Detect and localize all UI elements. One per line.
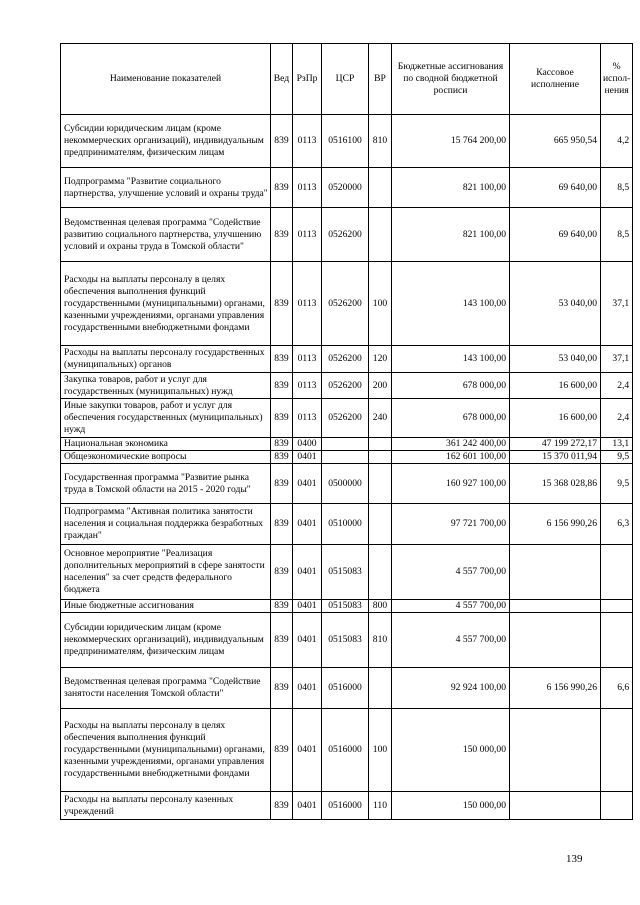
cell-budget: 143 100,00 [392,346,510,373]
cell-cash: 69 640,00 [510,208,601,262]
cell-cash: 16 600,00 [510,373,601,399]
cell-ved: 839 [271,613,293,668]
cell-name: Субсидии юридическим лицам (кроме некоммерческих организаций), индивидуальным предпринимателям, физическим лицам [61,613,271,668]
table-row [61,451,633,464]
cell-budget: 361 242 400,00 [392,438,510,451]
cell-pct [601,792,633,820]
cell-cash [510,792,601,820]
cell-name: Расходы на выплаты персоналу в целях обеспечения выполнения функций государственными (муниципальными) органами, казенными учреждениями, органами управления государственными внебюджетными фондами [61,262,271,346]
header-cash: Кассовое исполнение [510,44,601,115]
cell-ved: 839 [271,399,293,438]
cell-name: Национальная экономика [61,438,271,451]
table-row [61,668,633,709]
cell-budget: 4 557 700,00 [392,613,510,668]
cell-csr [322,451,369,464]
cell-rzpr: 0400 [293,438,322,451]
cell-pct: 9,5 [601,464,633,504]
table-row [61,115,633,168]
cell-csr: 0516000 [322,792,369,820]
cell-budget: 160 927 100,00 [392,464,510,504]
cell-name: Расходы на выплаты персоналу в целях обеспечения выполнения функций государственными (муниципальными) органами, казенными учреждениями, органами управления государственными внебюджетными фондами [61,709,271,792]
table-row [61,262,633,346]
cell-cash: 6 156 990,26 [510,504,601,545]
cell-ved: 839 [271,464,293,504]
header-budget: Бюджетные ассигнования по сводной бюджетной росписи [392,44,510,115]
cell-ved: 839 [271,115,293,168]
cell-csr: 0520000 [322,168,369,208]
table-row [61,613,633,668]
cell-pct [601,613,633,668]
cell-budget: 143 100,00 [392,262,510,346]
cell-pct: 13,1 [601,438,633,451]
cell-pct: 6,3 [601,504,633,545]
header-pct: % испол-нения [601,44,633,115]
cell-cash [510,613,601,668]
cell-name: Иные бюджетные ассигнования [61,600,271,613]
cell-name: Основное мероприятие "Реализация дополнительных мероприятий в сфере занятости населения" за счет средств федерального бюджета [61,545,271,600]
cell-rzpr: 0401 [293,792,322,820]
cell-ved: 839 [271,545,293,600]
cell-budget: 678 000,00 [392,373,510,399]
cell-rzpr: 0113 [293,373,322,399]
cell-vr [369,464,392,504]
cell-rzpr: 0401 [293,668,322,709]
cell-rzpr: 0113 [293,115,322,168]
table-row [61,600,633,613]
table-row [61,792,633,820]
cell-budget: 150 000,00 [392,792,510,820]
cell-csr: 0515083 [322,613,369,668]
cell-cash: 6 156 990,26 [510,668,601,709]
cell-csr: 0526200 [322,346,369,373]
cell-vr [369,208,392,262]
cell-rzpr: 0113 [293,346,322,373]
cell-name: Ведомственная целевая программа "Содействие занятости населения Томской области" [61,668,271,709]
cell-cash [510,600,601,613]
cell-budget: 150 000,00 [392,709,510,792]
cell-rzpr: 0401 [293,464,322,504]
cell-pct: 8,5 [601,168,633,208]
cell-csr: 0500000 [322,464,369,504]
cell-ved: 839 [271,208,293,262]
cell-budget: 15 764 200,00 [392,115,510,168]
cell-pct: 8,5 [601,208,633,262]
cell-vr: 110 [369,792,392,820]
cell-ved: 839 [271,709,293,792]
cell-rzpr: 0113 [293,208,322,262]
cell-budget: 4 557 700,00 [392,600,510,613]
table-row [61,399,633,438]
cell-ved: 839 [271,504,293,545]
cell-budget: 821 100,00 [392,168,510,208]
cell-vr: 100 [369,709,392,792]
cell-ved: 839 [271,668,293,709]
cell-cash: 53 040,00 [510,262,601,346]
cell-ved: 839 [271,451,293,464]
cell-budget: 821 100,00 [392,208,510,262]
table-row [61,346,633,373]
cell-pct: 2,4 [601,399,633,438]
cell-budget: 97 721 700,00 [392,504,510,545]
cell-cash: 47 199 272,17 [510,438,601,451]
table-row [61,504,633,545]
cell-rzpr: 0401 [293,451,322,464]
cell-name: Расходы на выплаты персоналу казенных учреждений [61,792,271,820]
cell-pct: 9,5 [601,451,633,464]
header-vr: ВР [369,44,392,115]
cell-budget: 4 557 700,00 [392,545,510,600]
cell-csr: 0510000 [322,504,369,545]
table-row [61,373,633,399]
cell-csr: 0526200 [322,262,369,346]
cell-csr: 0526200 [322,373,369,399]
cell-rzpr: 0401 [293,709,322,792]
header-rzpr: РзПр [293,44,322,115]
cell-vr: 810 [369,115,392,168]
cell-rzpr: 0401 [293,613,322,668]
cell-rzpr: 0401 [293,545,322,600]
table-row [61,464,633,504]
cell-pct [601,600,633,613]
cell-name: Ведомственная целевая программа "Содействие развитию социального партнерства, улучшению условий и охраны труда в Томской области" [61,208,271,262]
cell-pct: 37,1 [601,346,633,373]
cell-budget: 678 000,00 [392,399,510,438]
cell-rzpr: 0113 [293,399,322,438]
cell-ved: 839 [271,438,293,451]
cell-csr: 0515083 [322,600,369,613]
cell-pct: 37,1 [601,262,633,346]
cell-name: Подпрограмма "Развитие социального партнерства, улучшение условий и охраны труда" [61,168,271,208]
cell-pct: 2,4 [601,373,633,399]
cell-vr: 120 [369,346,392,373]
cell-vr: 810 [369,613,392,668]
cell-name: Закупка товаров, работ и услуг для государственных (муниципальных) нужд [61,373,271,399]
cell-csr: 0515083 [322,545,369,600]
cell-name: Государственная программа "Развитие рынка труда в Томской области на 2015 - 2020 годы" [61,464,271,504]
cell-vr: 800 [369,600,392,613]
table-row [61,709,633,792]
cell-cash: 16 600,00 [510,399,601,438]
cell-vr [369,438,392,451]
cell-csr: 0516000 [322,709,369,792]
cell-vr [369,545,392,600]
cell-cash: 15 370 011,94 [510,451,601,464]
cell-ved: 839 [271,600,293,613]
budget-execution-table [60,43,633,820]
cell-budget: 162 601 100,00 [392,451,510,464]
cell-ved: 839 [271,346,293,373]
cell-rzpr: 0113 [293,262,322,346]
cell-pct: 6,6 [601,668,633,709]
table-row [61,545,633,600]
cell-ved: 839 [271,373,293,399]
cell-ved: 839 [271,168,293,208]
header-ved: Вед [271,44,293,115]
cell-name: Расходы на выплаты персоналу государственных (муниципальных) органов [61,346,271,373]
cell-pct [601,709,633,792]
header-row [61,44,633,115]
cell-csr: 0516100 [322,115,369,168]
cell-name: Иные закупки товаров, работ и услуг для обеспечения государственных (муниципальных) нужд [61,399,271,438]
cell-vr: 100 [369,262,392,346]
cell-cash: 665 950,54 [510,115,601,168]
cell-vr [369,668,392,709]
cell-cash: 53 040,00 [510,346,601,373]
cell-name: Субсидии юридическим лицам (кроме некоммерческих организаций), индивидуальным предпринимателям, физическим лицам [61,115,271,168]
cell-rzpr: 0113 [293,168,322,208]
cell-vr [369,451,392,464]
cell-csr [322,438,369,451]
cell-rzpr: 0401 [293,504,322,545]
cell-csr: 0516000 [322,668,369,709]
cell-vr: 240 [369,399,392,438]
table-row [61,208,633,262]
page-number: 139 [566,853,583,865]
cell-vr: 200 [369,373,392,399]
cell-rzpr: 0401 [293,600,322,613]
cell-vr [369,504,392,545]
table-row [61,438,633,451]
cell-pct: 4,2 [601,115,633,168]
cell-vr [369,168,392,208]
header-name: Наименование показателей [61,44,271,115]
cell-name: Подпрограмма "Активная политика занятости населения и социальная поддержка безработных граждан" [61,504,271,545]
cell-ved: 839 [271,792,293,820]
cell-ved: 839 [271,262,293,346]
cell-csr: 0526200 [322,399,369,438]
table-row [61,168,633,208]
cell-pct [601,545,633,600]
cell-cash [510,545,601,600]
cell-csr: 0526200 [322,208,369,262]
cell-budget: 92 924 100,00 [392,668,510,709]
header-csr: ЦСР [322,44,369,115]
cell-cash: 69 640,00 [510,168,601,208]
cell-cash: 15 368 028,86 [510,464,601,504]
cell-cash [510,709,601,792]
cell-name: Общеэкономические вопросы [61,451,271,464]
